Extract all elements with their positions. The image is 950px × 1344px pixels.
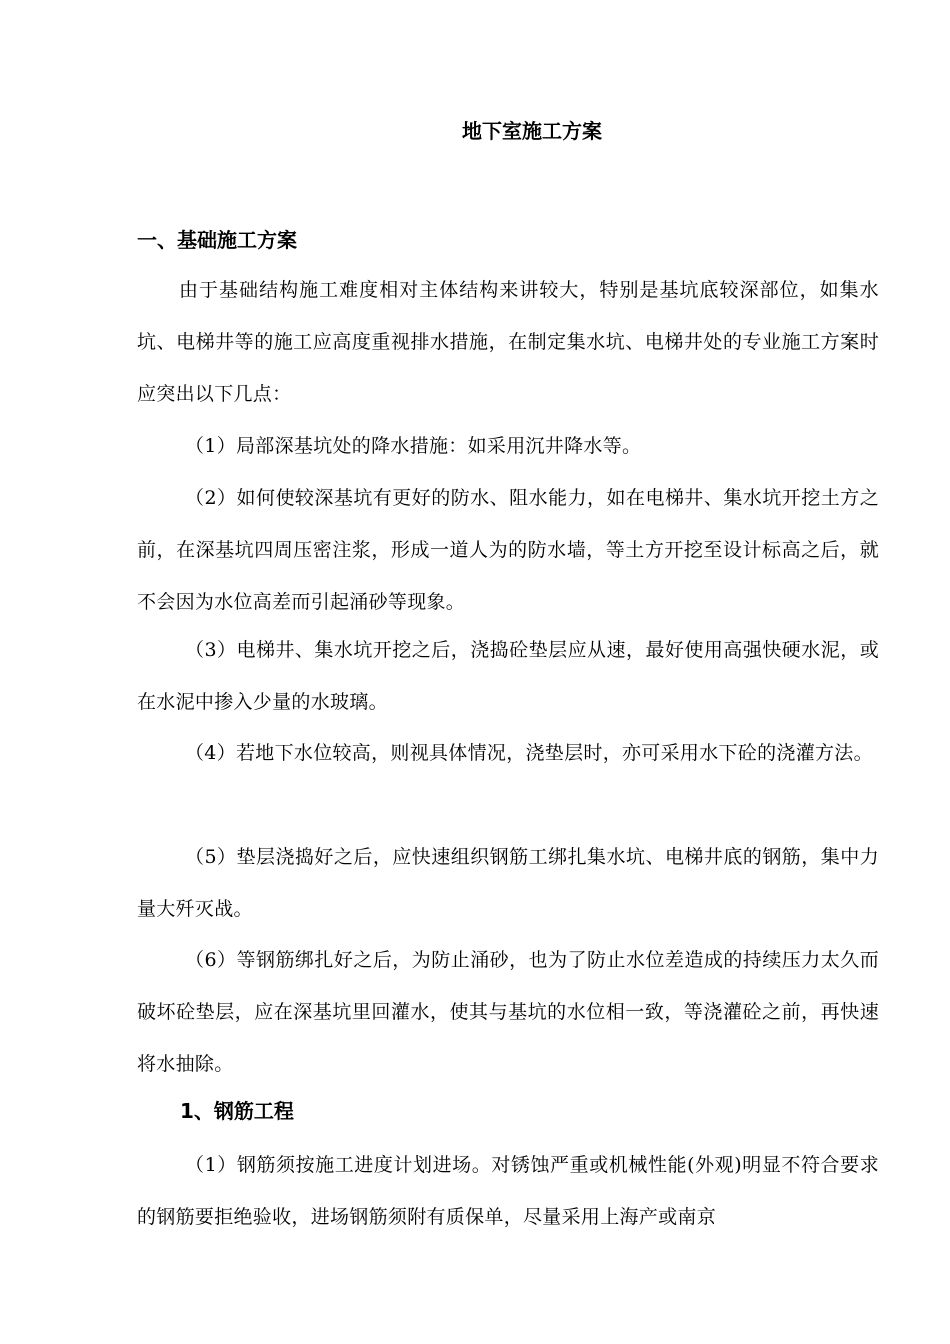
list-item-rebar-1: （1）钢筋须按施工进度计划进场。对锈蚀严重或机械性能(外观)明显不符合要求的钢筋要拒绝验收，进场钢筋须附有质保单，尽量采用上海产或南京 (137, 1154, 879, 1228)
document-title: 地下室施工方案 (462, 119, 602, 143)
sub-heading-rebar: 1、钢筋工程 (180, 1099, 294, 1123)
paragraph-intro: 由于基础结构施工难度相对主体结构来讲较大，特别是基坑底较深部位，如集水坑、电梯井等的施工应高度重视排水措施，在制定集水坑、电梯井处的专业施工方案时应突出以下几点： (137, 279, 879, 405)
list-item-5: （5）垫层浇捣好之后，应快速组织钢筋工绑扎集水坑、电梯井底的钢筋，集中力量大歼灭战。 (137, 846, 879, 920)
list-item-6: （6）等钢筋绑扎好之后，为防止涌砂，也为了防止水位差造成的持续压力太久而破坏砼垫层，应在深基坑里回灌水，使其与基坑的水位相一致，等浇灌砼之前，再快速将水抽除。 (137, 949, 879, 1075)
section-heading-foundation: 一、基础施工方案 (137, 228, 297, 252)
list-item-3: （3）电梯井、集水坑开挖之后，浇捣砼垫层应从速，最好使用高强快硬水泥，或在水泥中掺入少量的水玻璃。 (137, 639, 879, 713)
list-item-1: （1）局部深基坑处的降水措施：如采用沉井降水等。 (185, 435, 642, 457)
list-item-2: （2）如何使较深基坑有更好的防水、阻水能力，如在电梯井、集水坑开挖土方之前，在深基坑四周压密注浆，形成一道人为的防水墙，等土方开挖至设计标高之后，就不会因为水位高差而引起涌砂等现象。 (137, 487, 879, 613)
list-item-4: （4）若地下水位较高，则视具体情况，浇垫层时，亦可采用水下砼的浇灌方法。 (185, 742, 873, 764)
